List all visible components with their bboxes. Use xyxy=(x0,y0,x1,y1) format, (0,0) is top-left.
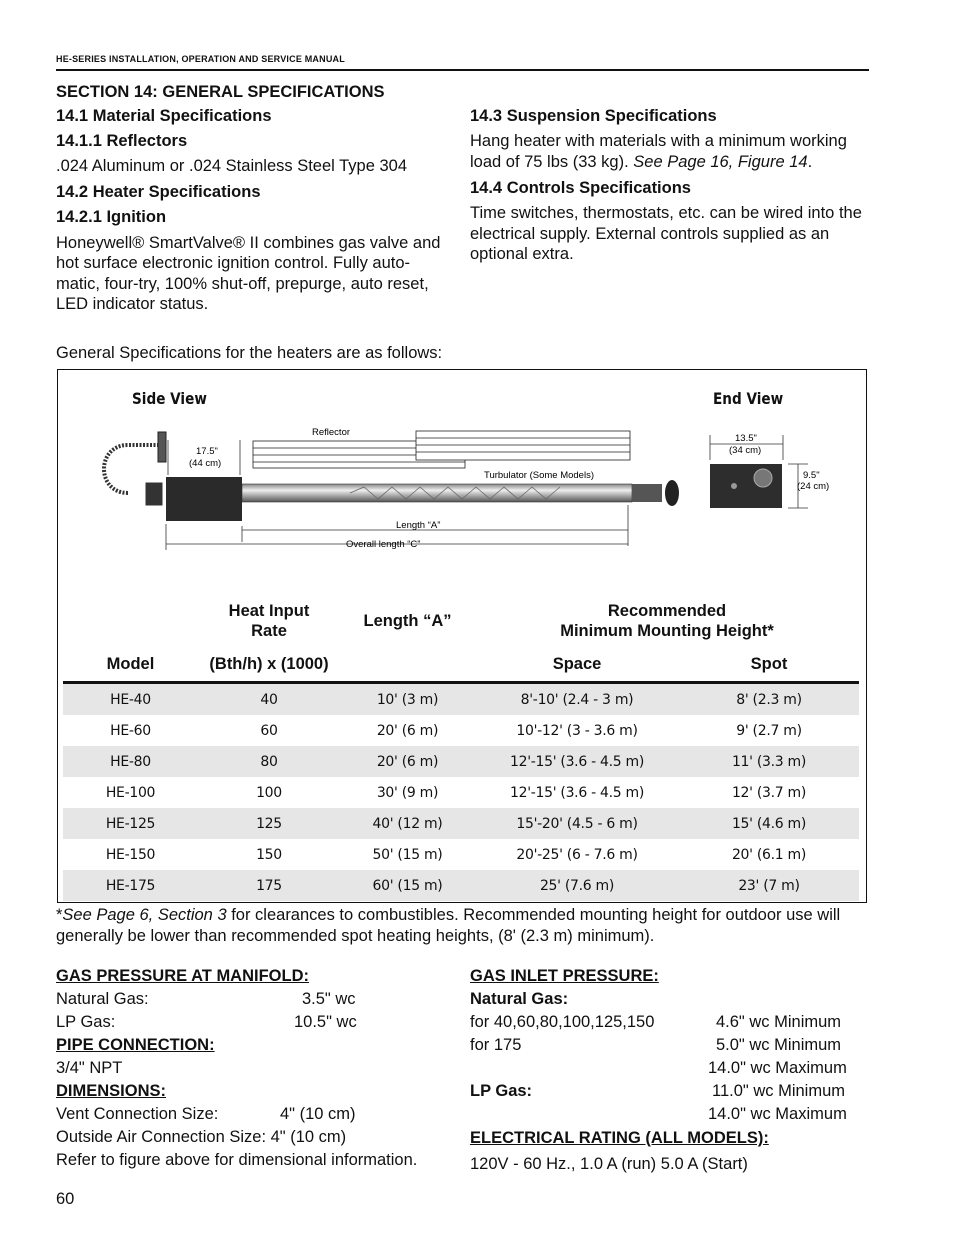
spec-table xyxy=(63,596,859,901)
heading-14-3: 14.3 Suspension Specifications xyxy=(470,107,717,125)
pipe-value: 3/4" NPT xyxy=(56,1059,123,1077)
refer-text: Refer to figure above for dimensional information. xyxy=(56,1151,418,1169)
tail-piece xyxy=(632,484,662,502)
heading-14-4: 14.4 Controls Specifications xyxy=(470,179,691,197)
outside-air: Outside Air Connection Size: 4" (10 cm) xyxy=(56,1128,347,1146)
footnote-text: for clearances to combustibles. Recommended mounting height for outdoor use will generally be lower than recommended spot heating heights, (8' (2.3 m) minimum). xyxy=(56,906,841,945)
table-row: HE-40 40 10' (3 m) 8'-10' (2.4 - 3 m) 8' (2.3 m) xyxy=(63,683,859,716)
right-column xyxy=(470,106,870,271)
table-row: HE-125 125 40' (12 m) 15'-20' (4.5 - 6 m) 15' (4.6 m) xyxy=(63,808,859,839)
length-a-label: Length “A” xyxy=(396,520,441,531)
radiant-tube xyxy=(242,484,632,502)
heading-14-1-1: 14.1.1 Reflectors xyxy=(56,132,188,150)
heater-diagram xyxy=(88,420,848,560)
bottom-right-specs: GAS INLET PRESSURE: Natural Gas: for 40,60,80,100,125,150 4.6" wc Minimum for 175 5.0" wc Minimum 14.0" wc Maximum LP Gas: 11.0" wc Minimum 14.0" wc Maximum ELECTRICAL RATING (ALL MODELS): 120V - 60 Hz., 1.0 A (run) 5.0 A (Start) xyxy=(470,965,870,1176)
table-header-row-2 xyxy=(63,646,859,683)
electrical-value: 120V - 60 Hz., 1.0 A (run) 5.0 A (Start) xyxy=(470,1155,748,1173)
table-row: HE-80 80 20' (6 m) 12'-15' (3.6 - 4.5 m) 11' (3.3 m) xyxy=(63,746,859,777)
dim-9-5-cm: (24 cm) xyxy=(797,481,830,492)
gas-line-icon xyxy=(104,432,166,505)
running-header: HE-SERIES INSTALLATION, OPERATION AND SERVICE MANUAL xyxy=(56,54,345,64)
electrical-title: ELECTRICAL RATING (ALL MODELS): xyxy=(470,1129,769,1147)
col-heat-input: Heat Input Rate xyxy=(228,602,310,640)
header-rule xyxy=(56,69,869,71)
col-spot: Spot xyxy=(679,646,859,683)
gas-inlet-title: GAS INLET PRESSURE: xyxy=(470,967,659,985)
reflector-shape xyxy=(253,431,630,468)
table-header-row-1 xyxy=(63,596,859,646)
suspension-body: Hang heater with materials with a minimum working load of 75 lbs (33 kg). xyxy=(470,132,847,171)
table-row: HE-175 175 60' (15 m) 25' (7.6 m) 23' (7 m) xyxy=(63,870,859,901)
dim-17-5-cm: (44 cm) xyxy=(189,458,222,469)
table-row: HE-60 60 20' (6 m) 10'-12' (3 - 3.6 m) 9' (2.7 m) xyxy=(110,722,802,739)
reflector-label: Reflector xyxy=(312,427,351,438)
col-space: Space xyxy=(475,646,679,683)
dim-9-5-in: 9.5" xyxy=(803,470,820,481)
ignition-text: Honeywell® SmartValve® II combines gas valve and hot surface electronic ignition control. Fully auto-matic, four-try, 100% shut-off, prepurge, auto reset, LED indicator status. xyxy=(56,233,441,313)
end-cap xyxy=(665,480,679,506)
dim-17-5-in: 17.5" xyxy=(196,446,218,457)
turbulator-label: Turbulator (Some Models) xyxy=(484,470,594,481)
dimensions-title: DIMENSIONS: xyxy=(56,1082,167,1100)
dim-13-5-cm: (34 cm) xyxy=(729,445,762,456)
pipe-title: PIPE CONNECTION: xyxy=(56,1036,215,1054)
overall-c-label: Overall length “C” xyxy=(346,539,421,550)
heading-14-2: 14.2 Heater Specifications xyxy=(56,182,261,201)
col-recommended: Recommended Minimum Mounting Height* xyxy=(560,602,774,640)
col-bth: (Bth/h) x (1000) xyxy=(198,646,340,683)
bottom-left-specs: GAS PRESSURE AT MANIFOLD: Natural Gas: 3.5" wc LP Gas: 10.5" wc PIPE CONNECTION: 3/4" NPT DIMENSIONS: Vent Connection Size: 4" (10 cm) Outside Air Connection Size: 4" (10 cm) Refer to figure above for dimensional information. xyxy=(56,965,456,1172)
dim-13-5-in: 13.5" xyxy=(735,433,757,444)
controls-text: Time switches, thermostats, etc. can be wired into the electrical supply. External controls supplied as an optional extra. xyxy=(470,204,862,263)
col-length-a: Length “A” xyxy=(363,612,452,630)
reflectors-text: .024 Aluminum or .024 Stainless Steel Type 304 xyxy=(56,157,407,175)
section-title: SECTION 14: GENERAL SPECIFICATIONS xyxy=(56,83,385,101)
vent-icon xyxy=(754,469,772,487)
table-row: HE-100 100 30' (9 m) 12'-15' (3.6 - 4.5 m) 12' (3.7 m) xyxy=(105,784,807,801)
gas-pressure-title: GAS PRESSURE AT MANIFOLD: xyxy=(56,967,310,985)
suspension-ref: See Page 16, Figure 14 xyxy=(633,152,808,171)
suspension-text: Hang heater with materials with a minimum working load of 75 lbs (33 kg). See Page 16, Figure 14. xyxy=(470,132,847,171)
left-column xyxy=(56,82,451,321)
col-model: Model xyxy=(63,646,198,683)
end-view-label: End View xyxy=(713,389,784,408)
heading-14-2-1: 14.2.1 Ignition xyxy=(56,207,167,226)
intro-text: General Specifications for the heaters are as follows: xyxy=(56,344,443,362)
side-view-label: Side View xyxy=(132,389,207,408)
end-view-box xyxy=(710,464,782,508)
page-number: 60 xyxy=(56,1190,75,1208)
burner-box xyxy=(166,477,242,521)
footnote-ref: See Page 6, Section 3 xyxy=(62,906,227,924)
footnote: *See Page 6, Section 3 for clearances to combustibles. Recommended mounting height for outdoor use will generally be lower than recommended spot heating heights, (8' (2.3 m) minimum). xyxy=(56,906,841,945)
heading-14-1: 14.1 Material Specifications xyxy=(56,107,272,125)
table-row: HE-150 150 50' (15 m) 20'-25' (6 - 7.6 m) 20' (6.1 m) xyxy=(105,846,807,863)
